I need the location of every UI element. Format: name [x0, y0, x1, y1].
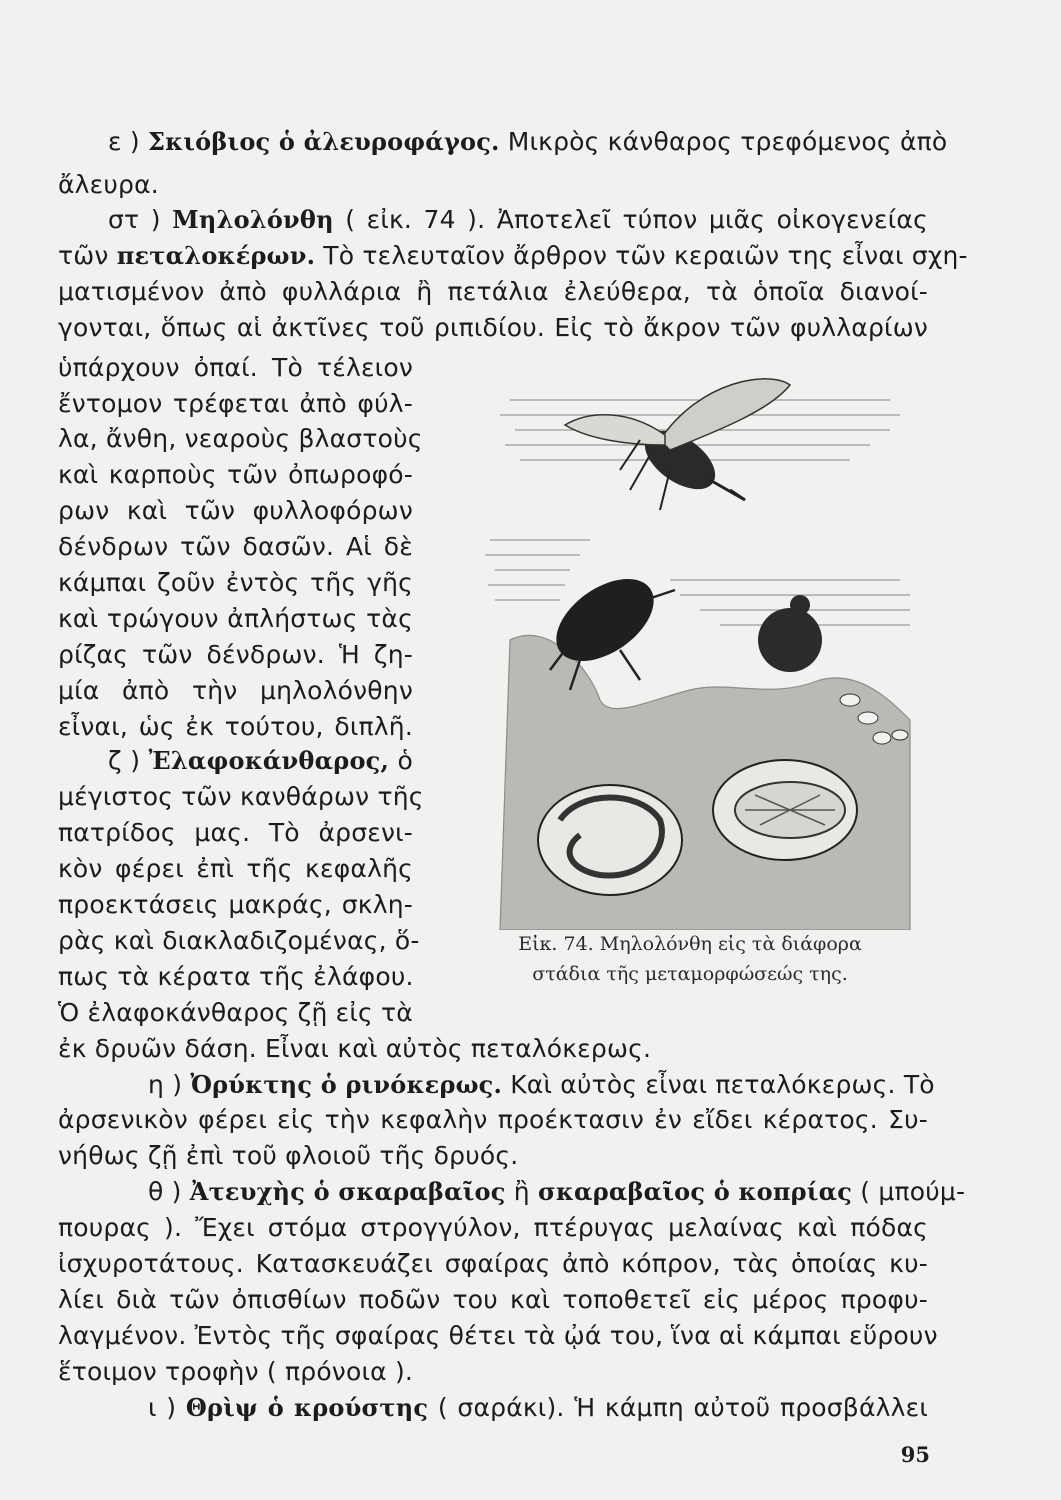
para-e-line-1: [108, 125, 948, 158]
para-th-label: θ ): [148, 1177, 182, 1206]
para-z-text: ὁ: [397, 746, 413, 775]
cockchafer-illustration: [470, 340, 920, 930]
para-iota-label: ι ): [148, 1393, 177, 1422]
para-th-line-6: ἕτοιμον τροφὴν ( πρόνοια ).: [58, 1357, 414, 1386]
para-i-line-2: ἀρσενικὸν φέρει εἰς τὴν κεφαλὴν προέκτασιν ἐν εἴδει κέρατος. Συ-: [58, 1105, 928, 1134]
para-st-text: Τὸ τελευταῖον ἄρθρον τῶν κεραιῶν της εἶναι σχη-: [323, 241, 968, 270]
para-z-short-line: πατρίδος μας. Τὸ ἀρσενι-: [58, 818, 413, 847]
para-i-line-3: νήθως ζῇ ἐπὶ τοῦ φλοιοῦ τῆς δρυός.: [58, 1141, 519, 1170]
para-z-short-line: μέγιστος τῶν κανθάρων τῆς: [58, 782, 424, 811]
para-st-label: στ ): [108, 205, 161, 234]
figure-caption-line-2: στάδια τῆς μεταμορφώσεώς της.: [532, 963, 848, 985]
para-iota-text: ( σαράκι). Ἡ κάμπη αὐτοῦ προσβάλλει: [437, 1393, 928, 1422]
para-st-short-line: καὶ τρώγουν ἀπλήστως τὰς: [58, 604, 413, 633]
para-th-line-4: λίει διὰ τῶν ὀπισθίων ποδῶν του καὶ τοποθετεῖ εἰς μέρος προφυ-: [58, 1285, 928, 1314]
para-th-text: ἢ: [513, 1177, 530, 1206]
para-z-label: ζ ): [108, 746, 141, 775]
para-st-short-line: καὶ καρποὺς τῶν ὀπωροφό-: [58, 460, 413, 489]
para-z-short-line: πως τὰ κέρατα τῆς ἐλάφου.: [58, 962, 414, 991]
para-st-line-4: γονται, ὅπως αἱ ἀκτῖνες τοῦ ριπιδίου. Εἰς τὸ ἄκρον τῶν φυλλαρίων: [58, 313, 928, 342]
para-st-line-1: [108, 203, 928, 236]
para-th-text: ( μπούμ-: [860, 1177, 966, 1206]
page-number: 95: [900, 1442, 930, 1467]
para-st-text: ( εἰκ. 74 ). Ἀποτελεῖ τύπον μιᾶς οἰκογενείας: [345, 205, 928, 234]
para-th-term-1: Ἀτευχὴς ὁ σκαραβαῖος: [189, 1177, 506, 1206]
para-st-line-3: ματισμένον ἀπὸ φυλλάρια ἢ πετάλια ἐλεύθερα, τὰ ὁποῖα διανοί-: [58, 277, 928, 306]
para-z-term: Ἐλαφοκάνθαρος,: [148, 746, 390, 775]
para-th-line-5: λαγμένον. Ἐντὸς τῆς σφαίρας θέτει τὰ ᾠά του, ἵνα αἱ κάμπαι εὕρουν: [58, 1321, 938, 1350]
para-st-short-line: λα, ἄνθη, νεαροὺς βλαστοὺς: [58, 424, 423, 453]
para-th-line-2: πουρας ). Ἔχει στόμα στρογγύλον, πτέρυγας μελαίνας καὶ πόδας: [58, 1213, 928, 1242]
para-i-term: Ὀρύκτης ὁ ρινόκερως.: [190, 1070, 503, 1099]
para-z-short-line: κὸν φέρει ἐπὶ τῆς κεφαλῆς: [58, 854, 413, 883]
para-st-short-line: μία ἀπὸ τὴν μηλολόνθην: [58, 676, 413, 705]
para-e-label: ε ): [108, 127, 140, 156]
para-z-short-line: Ὁ ἐλαφοκάνθαρος ζῇ εἰς τὰ: [58, 998, 413, 1027]
para-st-term-2: πεταλοκέρων.: [116, 241, 316, 270]
pupa-icon: [713, 760, 857, 860]
para-e-term: Σκιόβιος ὁ ἀλευροφάγος.: [147, 127, 500, 156]
para-st-short-line: ρίζας τῶν δένδρων. Ἡ ζη-: [58, 640, 413, 669]
para-z-short-line: ρὰς καὶ διακλαδιζομένας, ὅ-: [58, 926, 420, 955]
para-st-short-line: δένδρων τῶν δασῶν. Αἱ δὲ: [58, 532, 413, 561]
para-st-short-line: ὑπάρχουν ὀπαί. Τὸ τέλειον: [58, 353, 413, 382]
para-z-short-line: προεκτάσεις μακράς, σκλη-: [58, 890, 413, 919]
para-iota-term: Θρὶψ ὁ κρούστης: [185, 1393, 429, 1422]
para-z-line-1: [108, 744, 413, 777]
para-iota-line-1: [148, 1391, 928, 1424]
para-th-line-1: [148, 1175, 966, 1208]
para-z-last-line: ἐκ δρυῶν δάση. Εἶναι καὶ αὐτὸς πεταλόκερως.: [58, 1034, 652, 1063]
para-st-term: Μηλολόνθη: [172, 205, 334, 234]
para-st-short-line: ἔντομον τρέφεται ἀπὸ φύλ-: [58, 389, 413, 418]
para-e-text: Μικρὸς κάνθαρος τρεφόμενος ἀπὸ: [507, 127, 948, 156]
figure-caption-line-1: Εἰκ. 74. Μηλολόνθη εἰς τὰ διάφορα: [518, 933, 862, 955]
para-th-term-2: σκαραβαῖος ὁ κοπρίας: [537, 1177, 853, 1206]
para-i-label: η ): [148, 1070, 183, 1099]
para-st-text: τῶν: [58, 241, 109, 270]
para-i-text: Καὶ αὐτὸς εἶναι πεταλόκερως. Τὸ: [510, 1070, 935, 1099]
para-st-short-line: ρων καὶ τῶν φυλλοφόρων: [58, 496, 413, 525]
para-e-line-2: ἄλευρα.: [58, 170, 159, 199]
para-i-line-1: [148, 1068, 935, 1101]
para-st-short-line: κάμπαι ζοῦν ἐντὸς τῆς γῆς: [58, 568, 413, 597]
para-st-short-line: εἶναι, ὡς ἐκ τούτου, διπλῆ.: [58, 712, 413, 741]
para-th-line-3: ἰσχυροτάτους. Κατασκευάζει σφαίρας ἀπὸ κόπρον, τὰς ὁποίας κυ-: [58, 1249, 928, 1278]
larva-icon: [538, 785, 682, 895]
para-st-line-2: [58, 239, 968, 272]
